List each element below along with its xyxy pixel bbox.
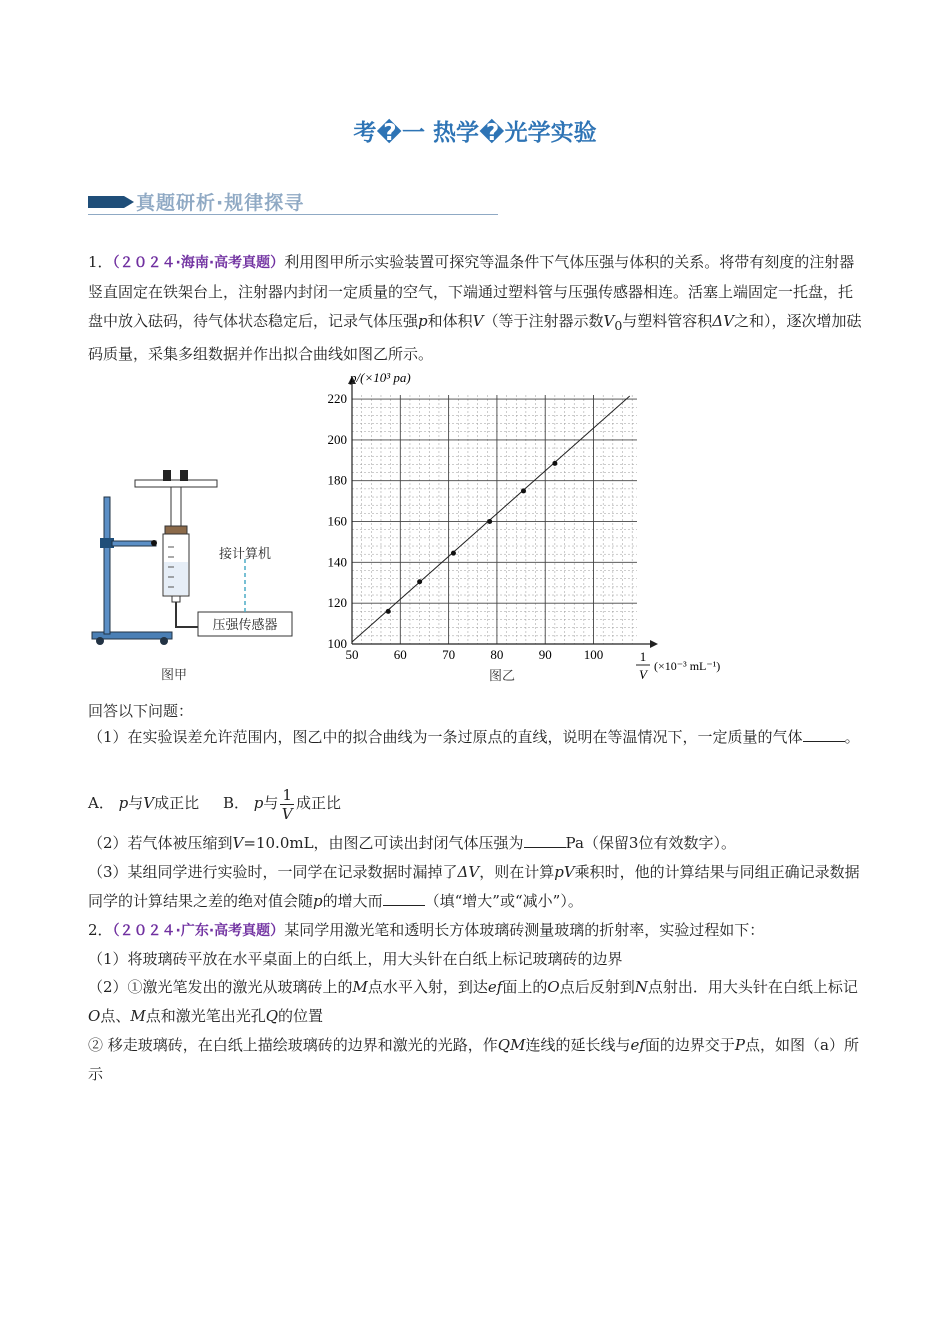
q1-V0-sub: 0: [614, 318, 623, 333]
q1-text1: 利用图甲所示实验装置可探究等温条件下气体压强与体积的关系。将带有刻度的注射器竖直固定在铁架台上，注射器内封闭一定质量的空气，下端通过塑料管与压强传感器相连。活塞上端固定一托盘，托盘中放入砝码，待气体状态稳定后，记录气体压强: [88, 253, 855, 330]
q1-sub2-text3: （保留3位有效数字）。: [583, 834, 736, 852]
weight-right: [180, 470, 188, 481]
option-a-label: A．: [88, 794, 114, 812]
q2-M: M: [352, 978, 368, 996]
option-a[interactable]: [88, 794, 199, 812]
q2-s2-f: 点、: [100, 1007, 131, 1025]
x-tick-labels: [346, 647, 604, 662]
q2-O2: O: [88, 1007, 101, 1025]
y-tick-label: 200: [327, 431, 347, 447]
q2-s3-a: ② 移走玻璃砖，在白纸上描绘玻璃砖的边界和激光的光路，作: [88, 1036, 498, 1054]
q1-dV: ΔV: [712, 312, 734, 330]
stand-rod: [104, 497, 110, 634]
q1-sub2-blank[interactable]: [524, 833, 566, 848]
q2-ef: ef: [487, 978, 503, 996]
y-tick-label: 140: [327, 554, 347, 570]
q2-M2: M: [130, 1007, 146, 1025]
plunger-rod: [171, 487, 181, 527]
option-a-p: p: [118, 794, 129, 812]
y-tick-labels: [328, 391, 348, 651]
q2-s2-c: 面上的: [502, 978, 548, 996]
q2-s2-b: 点水平入射，到达: [367, 978, 488, 996]
data-point: [521, 488, 526, 493]
q1-text5: 之和），逐次增加砝码质量，采集多组数据并作出拟合曲线如图乙所示。: [88, 312, 862, 363]
clamp-arm: [112, 541, 156, 546]
q1-sub3-text3: 乘积时，他的计算结果与同组正确记录数据同学的计算结果之差的绝对值会随: [88, 863, 860, 910]
syringe-air: [164, 562, 188, 595]
q1-sub1-text: （1）在实验误差允许范围内，图乙中的拟合曲线为一条过原点的直线，说明在等温情况下，一定质量的气体: [88, 728, 803, 746]
q1-number: 1．: [88, 253, 113, 271]
section-bar: [88, 196, 124, 208]
option-a-V: V: [143, 794, 155, 812]
q1-p: p: [418, 312, 428, 330]
x-tick-label: 60: [393, 647, 407, 662]
q2-step1: （1）将玻璃砖平放在水平桌面上的白纸上，用大头针在白纸上标记玻璃砖的边界: [88, 950, 623, 968]
q1-sub3-text2: ，则在计算: [479, 863, 555, 881]
q2-P: P: [734, 1036, 745, 1054]
q2-s2-h: 的位置: [278, 1007, 324, 1025]
q1-V0: V: [603, 312, 615, 330]
figure-b-chart: [312, 362, 732, 692]
q1-source: （２０２４·海南·高考真题）: [112, 255, 285, 271]
option-a-end: 成正比: [154, 794, 200, 812]
question-1: [88, 248, 863, 369]
option-b[interactable]: [222, 785, 341, 823]
x-axis-arrow-icon: [650, 640, 658, 648]
q2-text: 某同学用激光笔和透明长方体玻璃砖测量玻璃的折射率，实验过程如下：: [284, 921, 765, 939]
tray: [135, 480, 217, 487]
computer-label: 接计算机: [218, 546, 272, 561]
x-tick-label: 70: [442, 647, 456, 662]
option-b-fraction: [280, 786, 294, 823]
data-point: [386, 609, 391, 614]
section-arrow-icon: [124, 196, 134, 208]
q2-s2-e: 点射出．用大头针在白纸上标记: [647, 978, 858, 996]
y-tick-label: 120: [327, 595, 347, 611]
q1-ask: 回答以下问题：: [88, 702, 194, 720]
q1-text2: 和体积: [427, 312, 473, 330]
x-tick-label: 50: [345, 647, 359, 662]
grid-major: [352, 395, 637, 644]
q1-sub3-text4: 的增大而: [322, 892, 383, 910]
q1-text3: （等于注射器示数: [483, 312, 604, 330]
q1-sub2-V: V: [232, 834, 244, 852]
data-point: [417, 579, 422, 584]
data-point: [487, 519, 492, 524]
data-point: [552, 461, 557, 466]
section-underline: [88, 214, 498, 215]
stand-foot-right: [160, 637, 168, 645]
q1-sub1-blank[interactable]: [803, 727, 845, 742]
q2-step3: [88, 1031, 863, 1089]
grid-minor: [352, 395, 637, 644]
q1-sub1: [88, 723, 863, 752]
q1-sub2-text2: =10.0mL，由图乙可读出封闭气体压强为: [243, 834, 524, 852]
figure-a-apparatus: [88, 462, 308, 692]
weight-left: [163, 470, 171, 481]
q1-sub3-text5: （填“增大”或“减小”）。: [424, 892, 583, 910]
q2-s2-g: 点和激光笔出光孔: [145, 1007, 266, 1025]
option-b-den: V: [281, 804, 293, 823]
q2-source: （２０２４·广东·高考真题）: [112, 923, 285, 939]
q2-s2-d: 点后反射到: [559, 978, 635, 996]
q2-s3-b: 连线的延长线与: [525, 1036, 631, 1054]
clamp-screw: [151, 540, 157, 546]
option-b-p: p: [253, 794, 264, 812]
q1-sub2-text: （2）若气体被压缩到: [88, 834, 233, 852]
y-tick-label: 180: [327, 472, 347, 488]
option-b-end: 成正比: [295, 794, 341, 812]
q2-QM: QM: [497, 1036, 526, 1054]
q1-options: [88, 785, 863, 823]
fit-line: [352, 396, 630, 642]
piston: [165, 526, 187, 534]
q1-sub3-blank[interactable]: [383, 891, 425, 906]
question-2: [88, 916, 863, 946]
section-title: 真题研析·规律探寻: [136, 192, 305, 214]
y-tick-label: 160: [327, 513, 347, 529]
y-axis-label: p/(×10³ pa): [350, 370, 411, 385]
syringe-tip: [172, 596, 180, 602]
q2-N: N: [634, 978, 648, 996]
q1-sub1-end: 。: [844, 728, 860, 746]
q2-ef2: ef: [630, 1036, 645, 1054]
section-header: [88, 188, 498, 218]
y-tick-label: 100: [327, 636, 347, 651]
q2-O: O: [547, 978, 560, 996]
q2-number: 2．: [88, 921, 113, 939]
q2-s3-c: 面的边界交于: [644, 1036, 735, 1054]
q1-sub3-text: （3）某组同学进行实验时，一同学在记录数据时漏掉了: [88, 863, 458, 881]
q2-step2: [88, 973, 863, 1031]
q2-Q: Q: [265, 1007, 279, 1025]
q1-sub3-pV: pV: [554, 863, 575, 881]
q2-s2-a: （2）①激光笔发出的激光从玻璃砖上的: [88, 978, 353, 996]
figure-a-caption: 图甲: [160, 667, 188, 682]
data-points: [386, 461, 558, 614]
svg-text:V: V: [639, 667, 647, 682]
figure-b-caption: 图乙: [488, 668, 516, 683]
plastic-tube: [176, 602, 198, 627]
data-point: [451, 551, 456, 556]
option-b-num: 1: [282, 785, 292, 804]
x-axis-label: [636, 649, 720, 682]
q2-s3-d: 点，如图（a）所示: [88, 1036, 859, 1083]
svg-text:(×10⁻³ mL⁻¹): (×10⁻³ mL⁻¹): [654, 659, 721, 673]
stand-foot-left: [96, 637, 104, 645]
q1-text4: 与塑料管容积: [622, 312, 713, 330]
page-title: 考�一 热学�光学实验: [353, 120, 597, 146]
q1-sub3-p: p: [313, 892, 323, 910]
q1-sub2: [88, 829, 863, 858]
option-b-label: B．: [222, 794, 249, 812]
x-tick-label: 90: [538, 647, 552, 662]
option-a-with: 与: [128, 794, 144, 812]
q1-sub3: [88, 858, 863, 916]
sensor-label: 压强传感器: [212, 617, 278, 632]
x-tick-label: 100: [583, 647, 604, 662]
option-b-with: 与: [263, 794, 279, 812]
svg-text:1: 1: [639, 649, 647, 664]
x-tick-label: 80: [490, 647, 504, 662]
q1-V: V: [472, 312, 484, 330]
y-tick-label: 220: [327, 391, 347, 407]
q1-sub3-dV: ΔV: [457, 863, 480, 881]
q1-sub2-unit: Pa: [565, 834, 584, 852]
